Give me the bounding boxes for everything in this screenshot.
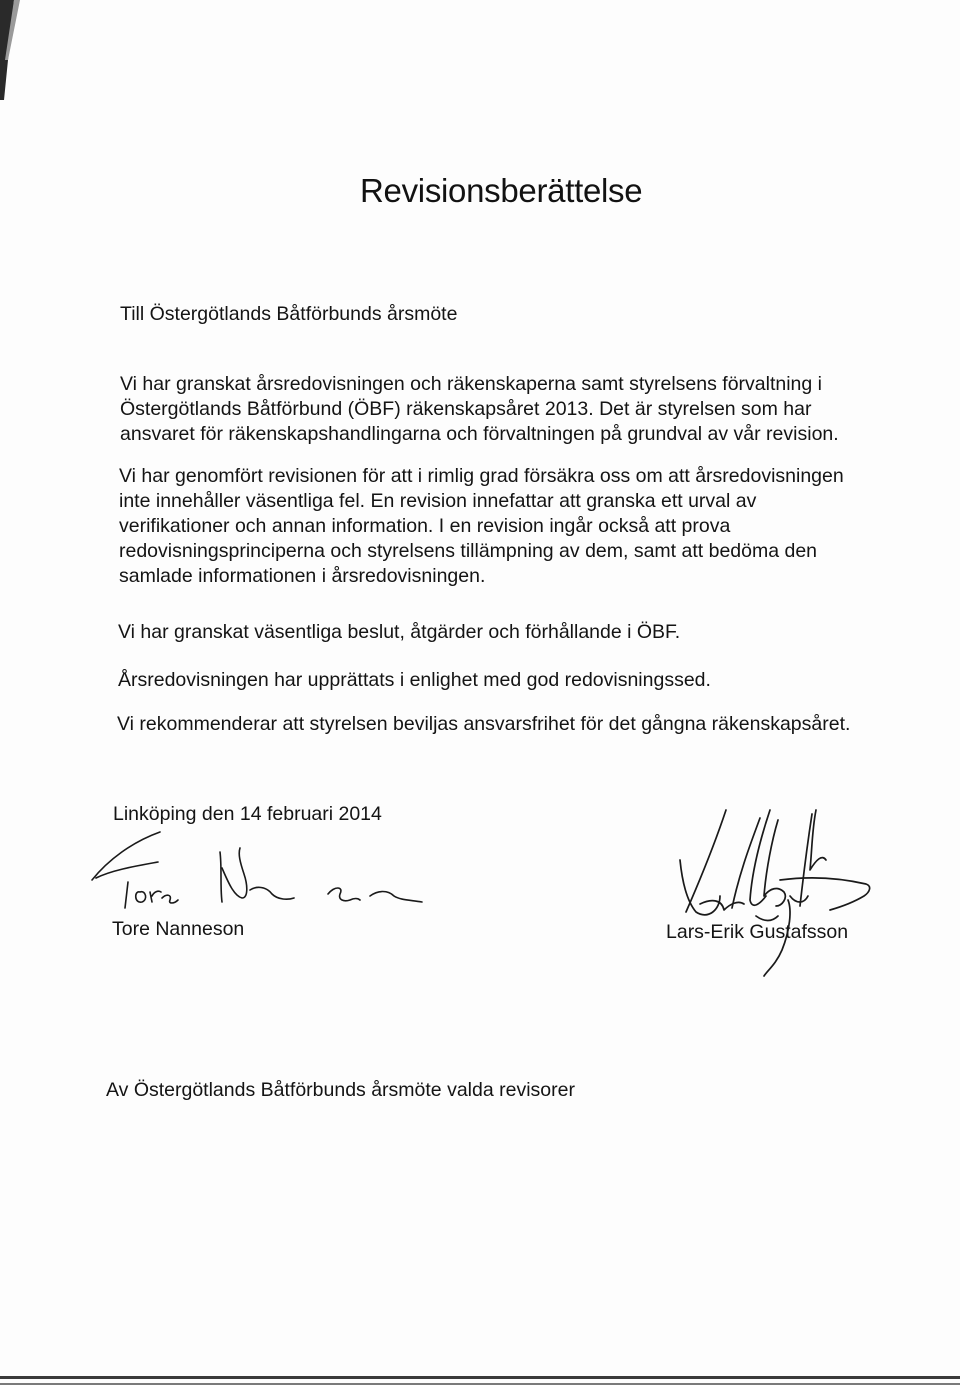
- paragraph-line: verifikationer och annan information. I en revision ingår också att prova: [119, 515, 731, 537]
- paragraph-recommendation: Vi rekommenderar att styrelsen beviljas ansvarsfrihet för det gångna räkenskapsåret.: [117, 713, 851, 735]
- paragraph-line: samlade informationen i årsredovisningen.: [119, 565, 486, 587]
- paragraph-line: redovisningsprinciperna och styrelsens tillämpning av dem, samt att bedöma den: [119, 540, 818, 562]
- paragraph-scope: [120, 372, 839, 447]
- paragraph-line: inte innehåller väsentliga fel. En revision innefattar att granska ett urval av: [119, 490, 757, 512]
- paragraph-line: Vi har genomfört revisionen för att i rimlig grad försäkra oss om att årsredovisningen: [119, 465, 844, 487]
- footer-auditors-line: Av Östergötlands Båtförbunds årsmöte valda revisorer: [106, 1079, 575, 1101]
- place-and-date: Linköping den 14 februari 2014: [113, 803, 382, 825]
- scan-edge-artifact: [0, 0, 20, 100]
- paragraph-line: Östergötlands Båtförbund (ÖBF) räkenskapsåret 2013. Det är styrelsen som har: [120, 398, 812, 420]
- paragraph-method: [119, 464, 844, 589]
- signatory-name-left: Tore Nanneson: [112, 918, 245, 940]
- paragraph-accounting-standard: Årsredovisningen har upprättats i enlighet med god redovisningssed.: [118, 669, 711, 691]
- signatory-name-right: Lars-Erik Gustafsson: [666, 921, 849, 943]
- paragraph-line: Vi har granskat årsredovisningen och räkenskaperna samt styrelsens förvaltning i: [120, 373, 822, 395]
- paragraph-line: ansvaret för räkenskapshandlingarna och förvaltningen på grundval av vår revision.: [120, 423, 839, 445]
- signature-lars-erik-gustafsson: [660, 800, 890, 990]
- scan-edge-artifact: [0, 1376, 960, 1379]
- addressee-line: Till Östergötlands Båtförbunds årsmöte: [120, 303, 458, 325]
- document-title: Revisionsberättelse: [360, 172, 643, 209]
- paragraph-decisions: Vi har granskat väsentliga beslut, åtgärder och förhållande i ÖBF.: [118, 621, 681, 643]
- signature-tore-nanneson: [88, 828, 428, 928]
